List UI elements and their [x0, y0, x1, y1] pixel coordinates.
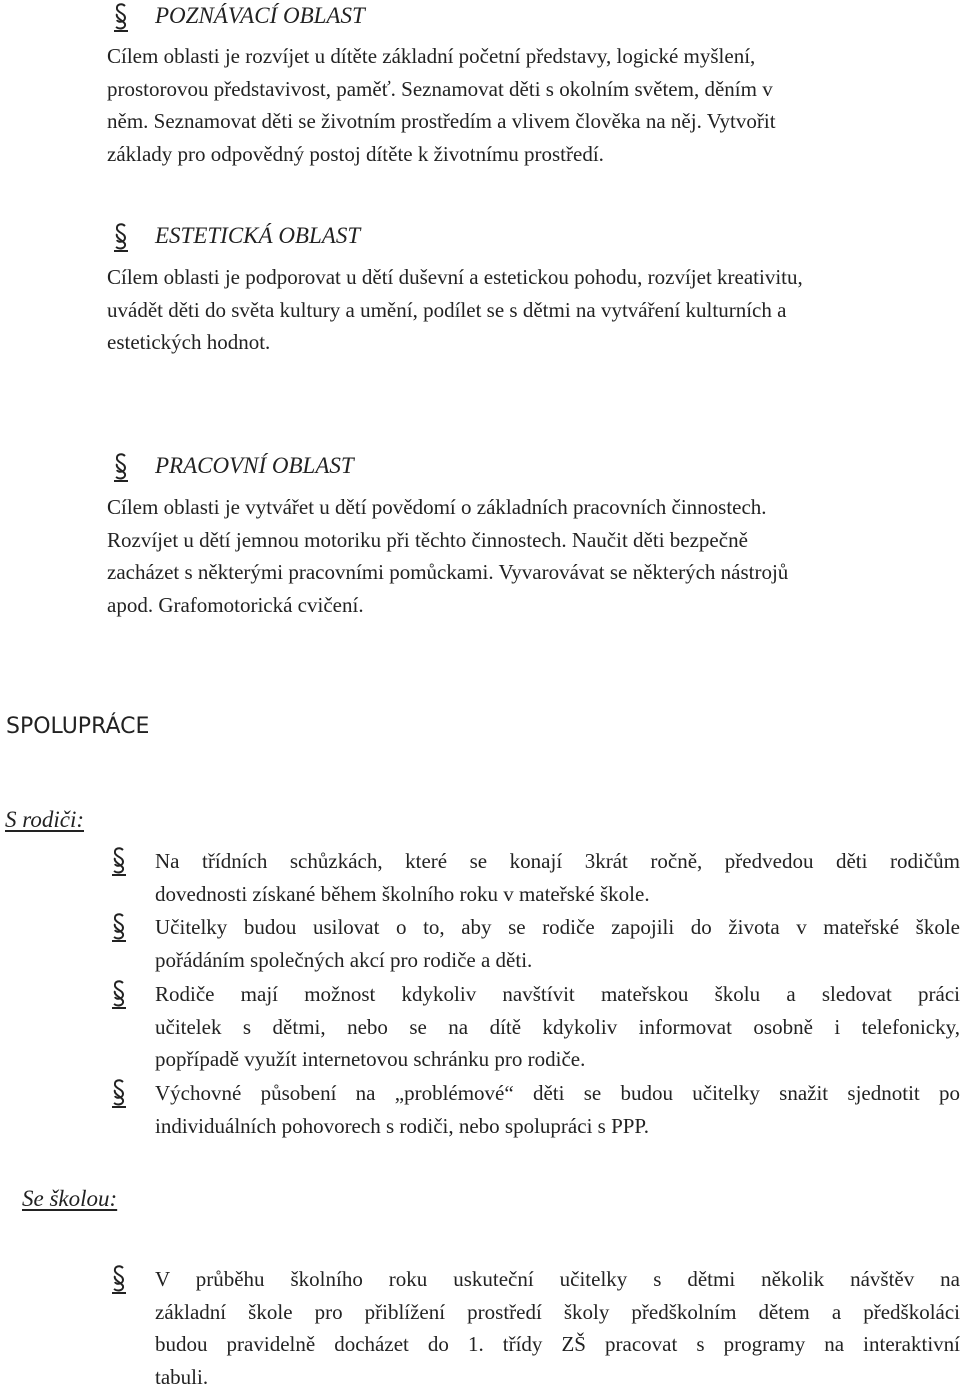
section-bullet-icon — [114, 452, 128, 482]
section-heading: PRACOVNÍ OBLAST — [155, 451, 354, 481]
paragraph-line: Učitelky budou usilovat o to, aby se rodiče zapojili do života v mateřské škole — [155, 911, 960, 944]
paragraph-line: Na třídních schůzkách, které se konají 3krát ročně, předvedou děti rodičům — [155, 845, 960, 878]
paragraph-line: základní škole pro přiblížení prostředí školy předškolním dětem a předškoláci — [155, 1296, 960, 1329]
paragraph-line: Výchovné působení na „problémové“ děti se budou učitelky snažit sjednotit po — [155, 1077, 960, 1110]
paragraph-line: Cílem oblasti je podporovat u dětí duševní a estetickou pohodu, rozvíjet kreativitu, — [107, 261, 957, 294]
paragraph-line: tabuli. — [155, 1361, 960, 1393]
paragraph-line: V průběhu školního roku uskuteční učitelky s dětmi několik návštěv na — [155, 1263, 960, 1296]
section-bullet-icon — [114, 222, 128, 252]
paragraph-line: učitelek s dětmi, nebo se na dítě kdykoliv informovat osobně i telefonicky, — [155, 1011, 960, 1044]
paragraph-line: základy pro odpovědný postoj dítěte k životnímu prostředí. — [107, 138, 927, 171]
list-bullet-icon — [112, 846, 126, 876]
paragraph-line: popřípadě využít internetovou schránku pro rodiče. — [155, 1043, 960, 1076]
section-paragraph — [107, 40, 927, 170]
list-bullet-icon — [112, 912, 126, 942]
list-item-text — [155, 978, 960, 1076]
list-item-text — [155, 1263, 960, 1393]
list-item-text — [155, 845, 960, 910]
section-paragraph — [107, 491, 927, 621]
paragraph-line: dovednosti získané během školního roku v mateřské škole. — [155, 878, 960, 911]
list-bullet-icon — [112, 1264, 126, 1294]
section-paragraph — [107, 261, 957, 359]
list-item-text — [155, 1077, 960, 1142]
paragraph-line: Rodiče mají možnost kdykoliv navštívit mateřskou školu a sledovat práci — [155, 978, 960, 1011]
paragraph-line: Cílem oblasti je rozvíjet u dítěte základní početní představy, logické myšlení, — [107, 40, 927, 73]
paragraph-line: Rozvíjet u dětí jemnou motoriku při těchto činnostech. Naučit děti bezpečně — [107, 524, 927, 557]
cooperation-title: SPOLUPRÁCE — [6, 712, 149, 742]
paragraph-line: estetických hodnot. — [107, 326, 957, 359]
paragraph-line: individuálních pohovorech s rodiči, nebo spolupráci s PPP. — [155, 1110, 960, 1143]
school-label: Se školou: — [22, 1184, 117, 1214]
list-bullet-icon — [112, 979, 126, 1009]
paragraph-line: uvádět děti do světa kultury a umění, podílet se s dětmi na vytváření kulturních a — [107, 294, 957, 327]
paragraph-line: prostorovou představivost, paměť. Seznamovat děti s okolním světem, děním v — [107, 73, 927, 106]
paragraph-line: budou pravidelně docházet do 1. třídy ZŠ pracovat s programy na interaktivní — [155, 1328, 960, 1361]
list-item-text — [155, 911, 960, 976]
paragraph-line: Cílem oblasti je vytvářet u dětí povědomí o základních pracovních činnostech. — [107, 491, 927, 524]
section-heading: POZNÁVACÍ OBLAST — [155, 1, 365, 31]
paragraph-line: apod. Grafomotorická cvičení. — [107, 589, 927, 622]
section-bullet-icon — [114, 2, 128, 32]
section-heading: ESTETICKÁ OBLAST — [155, 221, 360, 251]
parents-label: S rodiči: — [5, 805, 84, 835]
paragraph-line: zacházet s některými pracovními pomůckami. Vyvarovávat se některých nástrojů — [107, 556, 927, 589]
paragraph-line: něm. Seznamovat děti se životním prostředím a vlivem člověka na něj. Vytvořit — [107, 105, 927, 138]
list-bullet-icon — [112, 1078, 126, 1108]
paragraph-line: pořádáním společných akcí pro rodiče a děti. — [155, 944, 960, 977]
